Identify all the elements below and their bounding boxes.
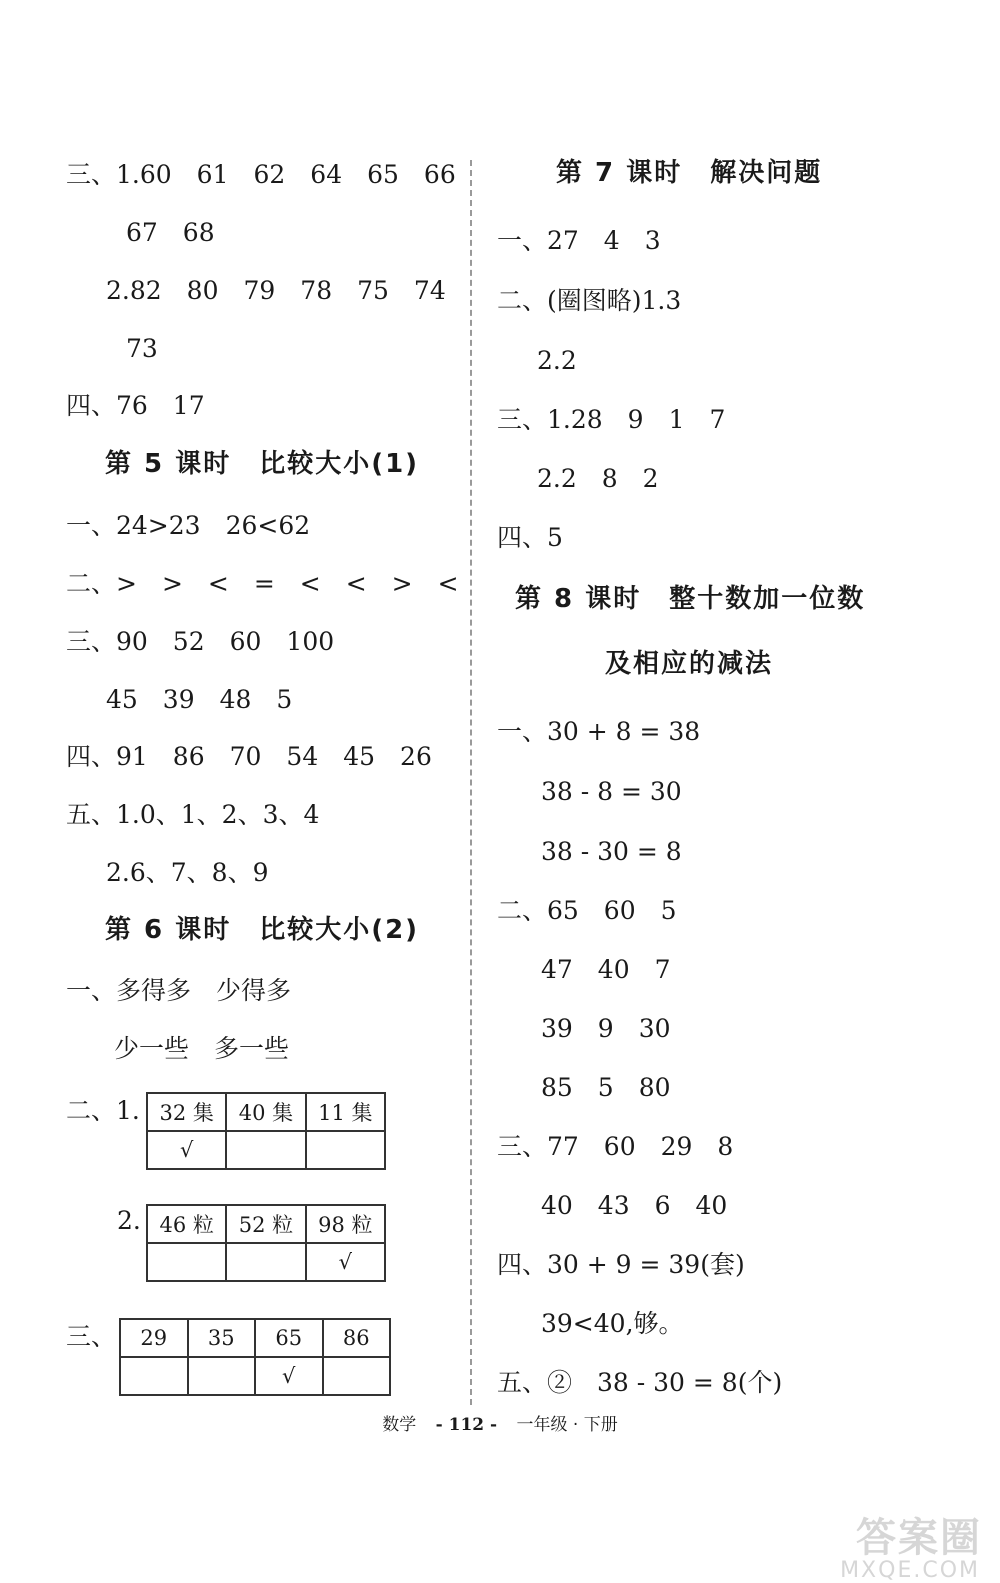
page-number: - 112 - [435, 1415, 498, 1435]
table-cell: 32 集 [147, 1093, 226, 1131]
left-line-2: 67 68 [126, 218, 215, 247]
q3-label: 三、 [66, 1322, 117, 1351]
lesson-5-heading: 第 5 课时 比较大小(1) [105, 449, 420, 479]
right-line-18: 五、② 38 - 30 = 8(个) [497, 1368, 783, 1397]
right-line-9: 38 - 30 = 8 [541, 837, 682, 866]
answer-table-2 [146, 1204, 386, 1282]
column-divider [470, 160, 472, 1405]
right-line-11: 47 40 7 [541, 955, 671, 984]
left-line-14: 少一些 多一些 [114, 1034, 290, 1063]
right-line-1: 一、27 4 3 [497, 226, 661, 255]
right-line-15: 40 43 6 40 [541, 1191, 728, 1220]
left-line-11: 五、1.0、1、2、3、4 [66, 800, 320, 829]
right-line-2: 二、(圈图略)1.3 [497, 286, 682, 315]
right-line-16: 四、30 + 9 = 39(套) [497, 1250, 745, 1279]
right-line-5: 2.2 8 2 [537, 464, 659, 493]
table-cell: 52 粒 [226, 1205, 305, 1243]
table-cell: 29 [120, 1319, 188, 1357]
watermark-site: MXQE.COM [840, 1558, 980, 1583]
left-line-5: 四、76 17 [66, 391, 205, 420]
table-cell: 35 [188, 1319, 256, 1357]
table-cell [226, 1243, 305, 1281]
watermark-logo: 答案圈 [856, 1515, 982, 1561]
table-cell: √ [255, 1357, 323, 1395]
q2-2-label: 2. [117, 1206, 141, 1235]
right-line-13: 85 5 80 [541, 1073, 671, 1102]
page-footer [0, 1410, 1000, 1435]
lesson-6-heading: 第 6 课时 比较大小(2) [105, 915, 420, 945]
footer-subject: 数学 [382, 1415, 417, 1435]
left-line-6: 一、24>23 26<62 [66, 511, 311, 540]
q2-1-label: 二、1. [66, 1096, 140, 1125]
table-cell [147, 1243, 226, 1281]
left-line-10: 四、91 86 70 54 45 26 [66, 742, 432, 771]
table-cell: 86 [323, 1319, 391, 1357]
table-cell: 11 集 [306, 1093, 385, 1131]
lesson-7-heading: 第 7 课时 解决问题 [556, 158, 823, 188]
left-line-8: 三、90 52 60 100 [66, 627, 335, 656]
table-cell: 65 [255, 1319, 323, 1357]
table-cell: 98 粒 [306, 1205, 385, 1243]
table-cell [306, 1131, 385, 1169]
table-cell: √ [147, 1131, 226, 1169]
left-line-13: 一、多得多 少得多 [66, 976, 292, 1005]
right-line-7: 一、30 + 8 = 38 [497, 717, 701, 746]
right-line-8: 38 - 8 = 30 [541, 777, 682, 806]
table-cell: √ [306, 1243, 385, 1281]
left-line-7: 二、> > < = < < > < [66, 569, 459, 598]
left-line-3: 2.82 80 79 78 75 74 [106, 276, 446, 305]
lesson-8-heading-cont: 及相应的减法 [605, 649, 774, 679]
table-cell [120, 1357, 188, 1395]
table-cell: 40 集 [226, 1093, 305, 1131]
left-line-9: 45 39 48 5 [106, 685, 293, 714]
right-line-14: 三、77 60 29 8 [497, 1132, 734, 1161]
footer-grade: 一年级 · 下册 [516, 1415, 618, 1435]
right-line-17: 39<40,够。 [541, 1309, 684, 1338]
lesson-8-heading: 第 8 课时 整十数加一位数 [515, 584, 866, 614]
left-line-1: 三、1.60 61 62 64 65 66 [66, 160, 456, 189]
right-line-3: 2.2 [537, 346, 577, 375]
left-line-12: 2.6、7、8、9 [106, 858, 269, 887]
right-line-12: 39 9 30 [541, 1014, 671, 1043]
answer-table-3 [119, 1318, 391, 1396]
right-line-4: 三、1.28 9 1 7 [497, 405, 726, 434]
right-line-6: 四、5 [497, 523, 563, 552]
table-cell [188, 1357, 256, 1395]
right-line-10: 二、65 60 5 [497, 896, 677, 925]
table-cell [226, 1131, 305, 1169]
table-cell [323, 1357, 391, 1395]
table-cell: 46 粒 [147, 1205, 226, 1243]
answer-table-1 [146, 1092, 386, 1170]
left-line-4: 73 [126, 334, 158, 363]
